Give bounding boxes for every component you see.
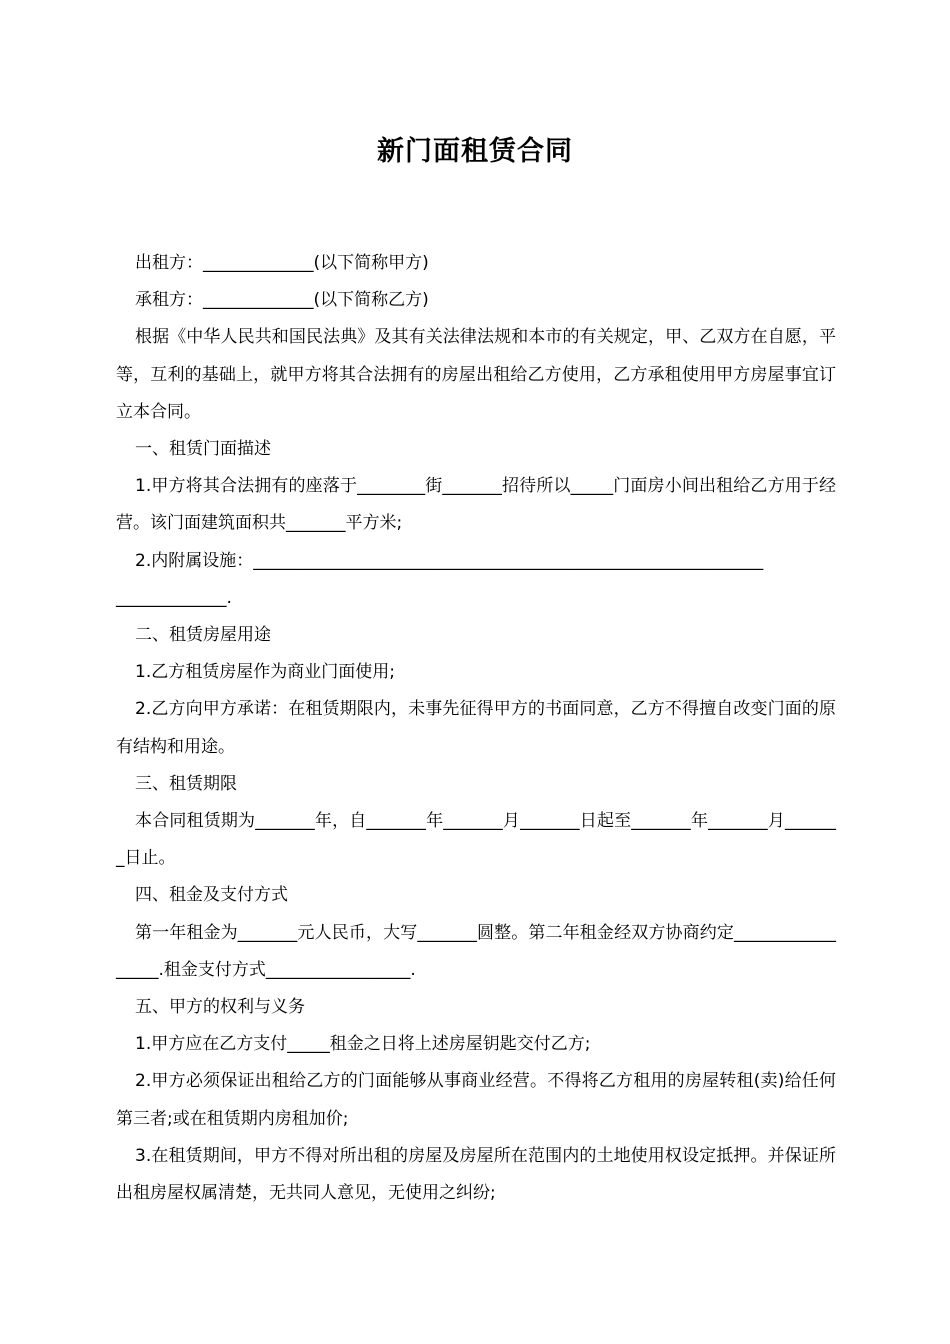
section-heading-5: 五、甲方的权利与义务 [135,997,305,1018]
section-heading-1: 一、租赁门面描述 [135,439,271,460]
section-heading-2: 二、租赁房屋用途 [135,625,271,646]
section-heading-4: 四、租金及支付方式 [135,885,288,906]
clause-1-2-continued: _____________. [116,587,232,608]
clause-1-1: 1.甲方将其合法拥有的座落于________街_______招待所以_____门面房小间出租给乙方用于经营。该门面建筑面积共_______平方米; [116,476,836,534]
lessor-line: 出租方：_____________(以下简称甲方) [135,253,429,273]
clause-4-rent: 第一年租金为_______元人民币，大写_______圆整。第二年租金经双方协商约定_________________.租金支付方式_________________. [116,922,836,980]
lessee-line: 承租方：_____________(以下简称乙方) [135,290,429,311]
clause-2-2: 2.乙方向甲方承诺：在租赁期限内，未事先征得甲方的书面同意，乙方不得擅自改变门面的原有结构和用途。 [116,699,836,757]
clause-3-term: 本合同租赁期为_______年，自_______年_______月_______日起至_______年_______月_______日止。 [116,811,836,869]
document-body [116,245,836,1212]
clause-5-3: 3.在租赁期间，甲方不得对所出租的房屋及房屋所在范围内的土地使用权设定抵押。并保证所出租房屋权属清楚，无共同人意见，无使用之纠纷; [116,1145,836,1204]
clause-1-2: 2.内附属设施：____________________________________________________________ [135,550,764,571]
clause-2-1: 1.乙方租赁房屋作为商业门面使用; [135,662,395,683]
document-title: 新门面租赁合同 [377,136,573,167]
preamble-paragraph: 根据《中华人民共和国民法典》及其有关法律法规和本市的有关规定，甲、乙双方在自愿，平等，互利的基础上，就甲方将其合法拥有的房屋出租给乙方使用，乙方承租使用甲方房屋事宜订立本合同。 [116,327,836,422]
section-heading-3: 三、租赁期限 [135,773,237,794]
clause-5-2: 2.甲方必须保证出租给乙方的门面能够从事商业经营。不得将乙方租用的房屋转租(卖)给任何第三者;或在租赁期内房租加价; [116,1071,836,1129]
clause-5-1: 1.甲方应在乙方支付_____租金之日将上述房屋钥匙交付乙方; [135,1034,591,1055]
